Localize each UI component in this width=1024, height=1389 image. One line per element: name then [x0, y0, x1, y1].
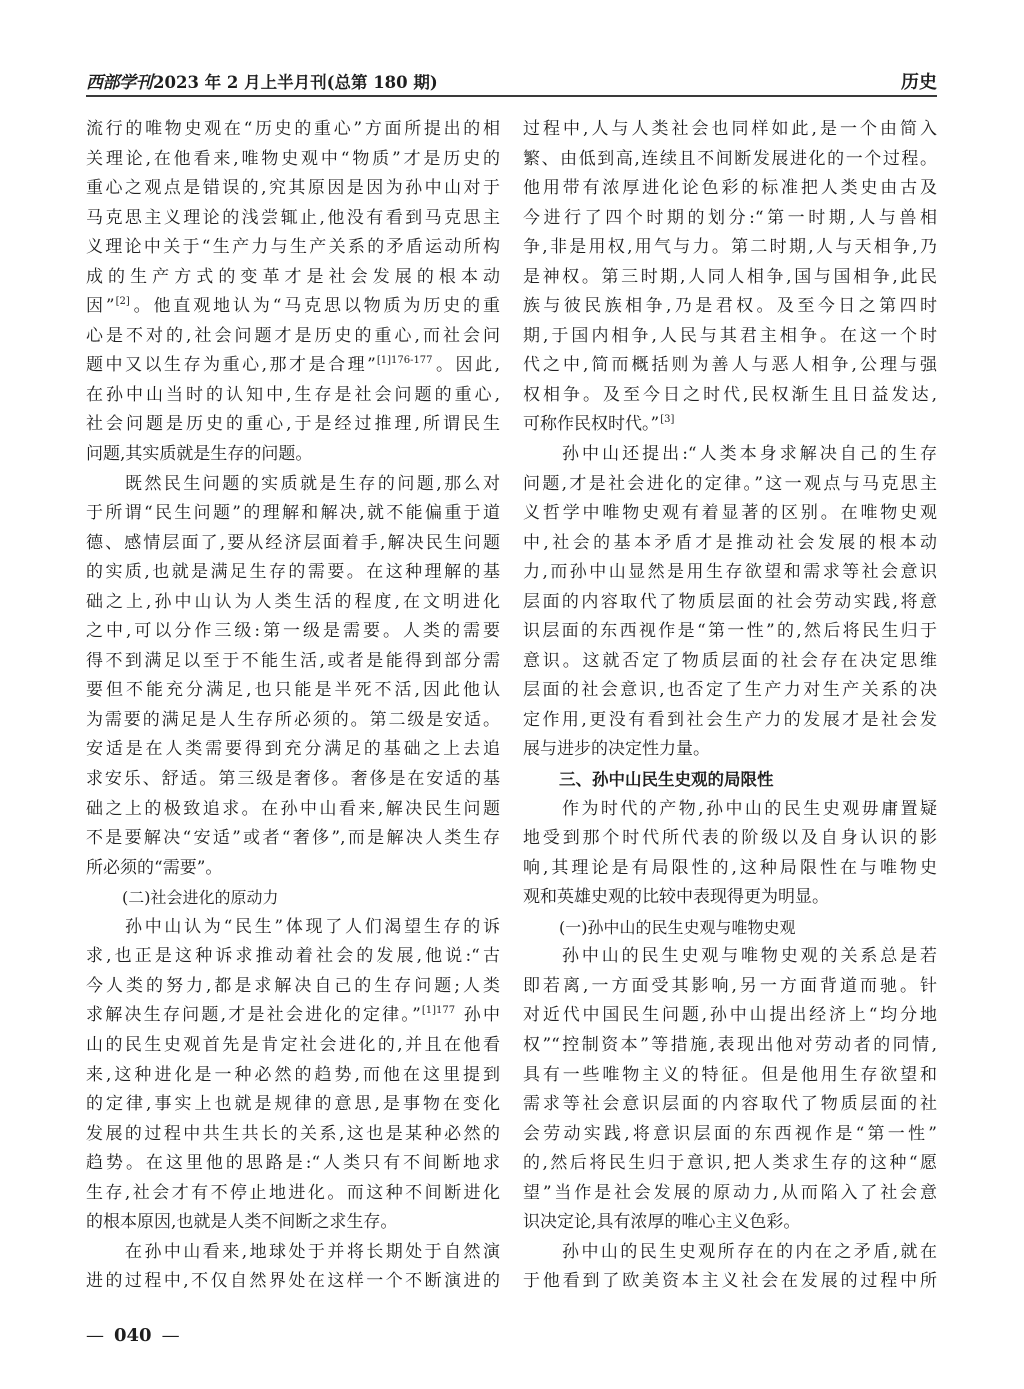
text-line: 的定律,事实上也就是规律的意思,是事物在变化	[86, 1094, 500, 1115]
right-column	[523, 115, 937, 1297]
text-line: 进的过程中,不仅自然界处在这样一个不断演进的	[86, 1271, 500, 1292]
running-header	[86, 72, 937, 94]
text-line: 今进行了四个时期的划分:“第一时期,人与兽相	[523, 207, 937, 228]
text-line: 于所谓“民生问题”的理解和解决,就不能偏重于道	[86, 503, 500, 524]
text-line: 生存,社会才有不停止地进化。而这种不间断进化	[86, 1182, 500, 1203]
text-line: 流行的唯物史观在“历史的重心”方面所提出的相	[86, 119, 500, 139]
text-line	[86, 351, 500, 381]
paragraph-first-line: 孙中山认为“民生”体现了人们渴望生存的诉	[125, 916, 500, 937]
text-line: 安适是在人类需要得到充分满足的基础之上去追	[86, 739, 500, 760]
text-line: 求,也正是这种诉求推动着社会的发展,他说:“古	[86, 946, 500, 967]
text-line: 今人类的努力,都是求解决自己的生存问题;人类	[86, 975, 500, 996]
text-line	[86, 292, 500, 322]
text-line: 繁、由低到高,连续且不间断发展进化的一个过程。	[523, 148, 937, 169]
text-line: 问题,才是社会进化的定律。”这一观点与马克思主	[523, 473, 937, 494]
citation-ref: [2]	[115, 296, 130, 308]
text-line: 础之上,孙中山认为人类生活的程度,在文明进化	[86, 591, 500, 612]
text-line: 山的民生史观首先是肯定社会进化的,并且在他看	[86, 1034, 500, 1055]
page-footer	[86, 1324, 180, 1348]
paragraph-first-line: 既然民生问题的实质就是生存的问题,那么对	[125, 473, 500, 494]
text-line: 观和英雄史观的比较中表现得更为明显。	[523, 887, 829, 908]
text-line: 权”“控制资本”等措施,表现出他对劳动者的同情,	[523, 1034, 937, 1055]
text-line: 发展的过程中共生共长的关系,这也是某种必然的	[86, 1123, 500, 1144]
text-line: 社会问题是历史的重心,于是经过推理,所谓民生	[86, 414, 500, 435]
text-line: 心是不对的,社会问题才是历史的重心,而社会问	[86, 325, 500, 346]
text-line: 为需要的满足是人生存所必须的。第二级是安适。	[86, 709, 500, 730]
text-run: 。因此,	[433, 355, 500, 376]
text-line: 不是要解决“安适”或者“奢侈”,而是解决人类生存	[86, 828, 500, 849]
text-line: 中,社会的基本矛盾才是推动社会发展的根本动	[523, 532, 937, 553]
text-line: 重心之观点是错误的,究其原因是因为孙中山对于	[86, 178, 500, 199]
paragraph-first-line: 孙中山的民生史观所存在的内在之矛盾,就在	[562, 1241, 937, 1262]
text-line: 所必须的“需要”。	[86, 857, 223, 878]
text-line: 的,然后将民生归于意识,把人类求生存的这种“愿	[523, 1153, 937, 1174]
text-line: 力,而孙中山显然是用生存欲望和需求等社会意识	[523, 562, 937, 583]
citation-ref: [1]177	[421, 1005, 456, 1017]
text-line: 来,这种进化是一种必然的趋势,而他在这里提到	[86, 1064, 500, 1085]
text-line: 他用带有浓厚进化论色彩的标准把人类史由古及	[523, 178, 937, 199]
text-line: 是神权。第三时期,人同人相争,国与国相争,此民	[523, 266, 937, 287]
text-line: 趋势。在这里他的思路是:“人类只有不间断地求	[86, 1153, 500, 1174]
text-line: 期,于国内相争,人民与其君主相争。在这一个时	[523, 325, 937, 346]
header-journal-info	[86, 72, 438, 94]
text-run: 可称作民权时代。”	[523, 414, 660, 435]
text-line: 要但不能充分满足,也只能是半死不活,因此他认	[86, 680, 500, 701]
text-line: 得不到满足以至于不能生活,或者是能得到部分需	[86, 650, 500, 671]
issue-info: 2023 年 2 月上半月刊(总第 180 期)	[153, 73, 438, 92]
text-line: 具有一些唯物主义的特征。但是他用生存欲望和	[523, 1064, 937, 1085]
paragraph-first-line: 孙中山还提出:“人类本身求解决自己的生存	[562, 444, 937, 465]
text-run: 。他直观地认为“马克思以物质为历史的重	[130, 296, 500, 317]
text-line: 问题,其实质就是生存的问题。	[86, 444, 313, 465]
text-line: 权相争。及至今日之时代,民权渐生且日益发达,	[523, 384, 937, 405]
page-number: 040	[114, 1325, 152, 1346]
text-line	[86, 1001, 500, 1031]
text-line: 望”当作是社会发展的原动力,从而陷入了社会意	[523, 1182, 937, 1203]
text-line: 意识。这就否定了物质层面的社会存在决定思维	[523, 650, 937, 671]
text-line: 之中,可以分作三级:第一级是需要。人类的需要	[86, 621, 500, 642]
text-line: 响,其理论是有局限性的,这种局限性在与唯物史	[523, 857, 937, 878]
text-line: 定作用,更没有看到社会生产力的发展才是社会发	[523, 709, 937, 730]
text-line: 的根本原因,也就是人类不间断之求生存。	[86, 1212, 398, 1233]
text-line: 代之中,简而概括则为善人与恶人相争,公理与强	[523, 355, 937, 376]
text-line: 在孙中山当时的认知中,生存是社会问题的重心,	[86, 384, 500, 405]
footer-dash-right: —	[161, 1325, 180, 1346]
text-line: 争,非是用权,用气与力。第二时期,人与天相争,乃	[523, 237, 937, 258]
text-run: 因”	[86, 296, 115, 317]
text-line: 求安乐、舒适。第三级是奢侈。奢侈是在安适的基	[86, 769, 500, 790]
text-line: 德、感情层面了,要从经济层面着手,解决民生问题	[86, 532, 500, 553]
section-heading: 三、孙中山民生史观的局限性	[559, 770, 774, 790]
text-line: 会劳动实践,将意识层面的东西视作是“第一性”	[523, 1123, 937, 1144]
text-line: 马克思主义理论的浅尝辄止,他没有看到马克思主	[86, 207, 500, 228]
citation-ref: [3]	[660, 414, 675, 426]
section-label: 历史	[901, 72, 937, 93]
header-rule	[86, 95, 937, 97]
citation-ref: [1]176-177	[376, 355, 433, 367]
text-run: 求解决生存问题,才是社会进化的定律。”	[86, 1005, 421, 1026]
journal-logo: 西部学刊	[86, 73, 152, 93]
text-line: 的实质,也就是满足生存的需要。在这种理解的基	[86, 562, 500, 583]
text-line: 过程中,人与人类社会也同样如此,是一个由简入	[523, 119, 937, 139]
subsection-heading: (二)社会进化的原动力	[122, 888, 279, 908]
paragraph-first-line: 孙中山的民生史观与唯物史观的关系总是若	[562, 946, 937, 967]
text-line: 地受到那个时代所代表的阶级以及自身认识的影	[523, 828, 937, 849]
text-line: 识决定论,具有浓厚的唯心主义色彩。	[523, 1212, 801, 1233]
text-line: 础之上的极致追求。在孙中山看来,解决民生问题	[86, 798, 500, 819]
paragraph-first-line: 在孙中山看来,地球处于并将长期处于自然演	[125, 1241, 500, 1262]
text-run: 孙中	[456, 1005, 500, 1026]
text-line: 展与进步的决定性力量。	[523, 739, 710, 760]
text-line: 识层面的东西视作是“第一性”的,然后将民生归于	[523, 621, 937, 642]
text-run: 题中又以生存为重心,那才是合理”	[86, 355, 376, 376]
paragraph-first-line: 作为时代的产物,孙中山的民生史观毋庸置疑	[562, 798, 937, 819]
subsection-heading: (一)孙中山的民生史观与唯物史观	[559, 917, 796, 937]
text-line: 关理论,在他看来,唯物史观中“物质”才是历史的	[86, 148, 500, 169]
text-line: 层面的社会意识,也否定了生产力对生产关系的决	[523, 680, 937, 701]
text-line: 于他看到了欧美资本主义社会在发展的过程中所	[523, 1271, 937, 1292]
text-line: 即若离,一方面受其影响,另一方面背道而驰。针	[523, 975, 937, 996]
text-line	[523, 410, 937, 440]
text-line: 层面的内容取代了物质层面的社会劳动实践,将意	[523, 591, 937, 612]
text-line: 对近代中国民生问题,孙中山提出经济上“均分地	[523, 1005, 937, 1026]
text-line: 义理论中关于“生产力与生产关系的矛盾运动所构	[86, 237, 500, 258]
left-column	[86, 115, 500, 1297]
text-line: 需求等社会意识层面的内容取代了物质层面的社	[523, 1094, 937, 1115]
text-line: 义哲学中唯物史观有着显著的区别。在唯物史观	[523, 503, 937, 524]
text-line: 族与彼民族相争,乃是君权。及至今日之第四时	[523, 296, 937, 317]
footer-dash-left: —	[86, 1325, 104, 1346]
text-line: 成的生产方式的变革才是社会发展的根本动	[86, 266, 500, 287]
